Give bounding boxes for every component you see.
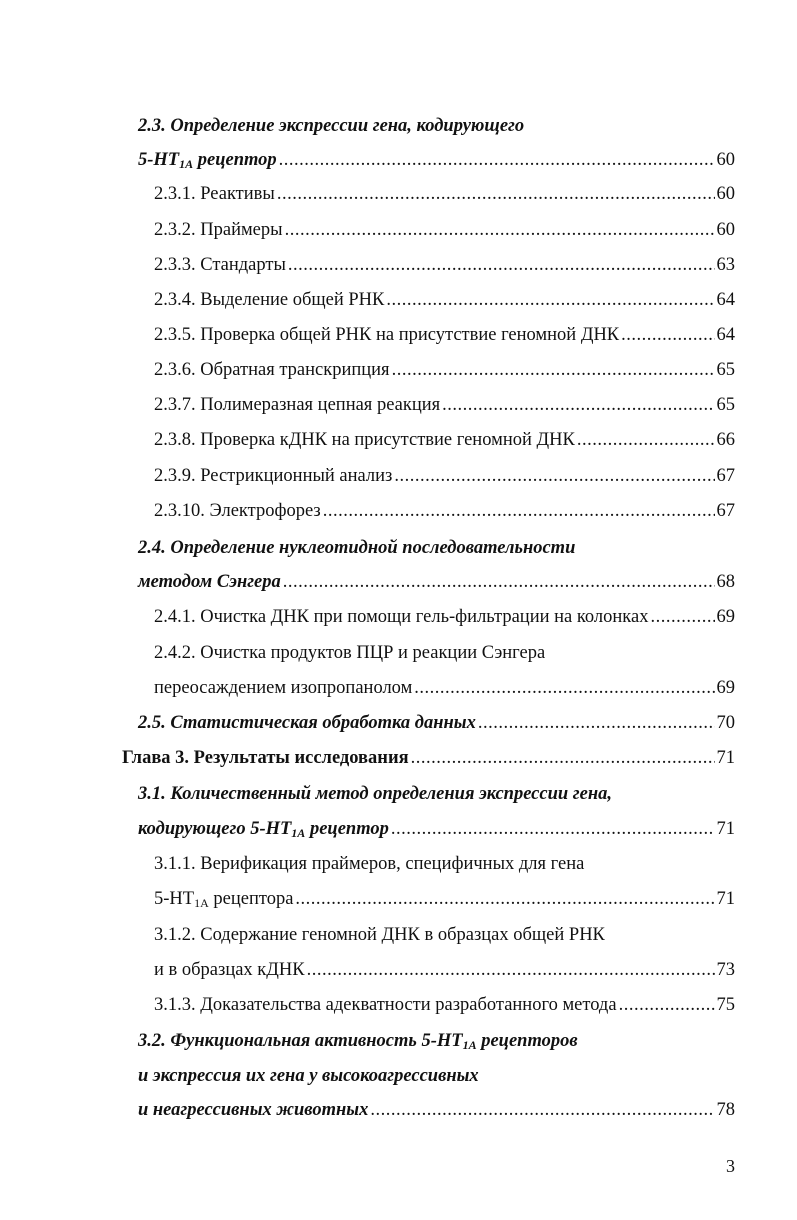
toc-leader-dots	[323, 499, 715, 523]
toc-leader-dots	[394, 464, 714, 488]
toc-entry-3-2-line2	[138, 1064, 735, 1088]
toc-title: 2.3.5. Проверка общей РНК на присутствие геномной ДНК	[154, 325, 620, 345]
toc-title: 2.3.4. Выделение общей РНК	[154, 290, 385, 310]
toc-title-part: рецептора	[208, 889, 294, 909]
toc-entry-2-4-2	[154, 676, 735, 700]
toc-leader-dots	[391, 817, 715, 841]
toc-page-number: 67	[716, 501, 735, 521]
toc-title: 2.3.6. Обратная транскрипция	[154, 360, 390, 380]
toc-title: 2.4.2. Очистка продуктов ПЦР и реакции Сэнгера	[154, 643, 546, 663]
toc-title-part: рецепторов	[476, 1031, 578, 1051]
toc-leader-dots	[283, 570, 715, 594]
toc-title: 2.3. Определение экспрессии гена, кодирующего	[138, 116, 525, 136]
toc-page-number: 69	[716, 678, 735, 698]
toc-leader-dots	[478, 711, 715, 735]
toc-entry-3-1-1-line1	[154, 852, 735, 876]
toc-entry-3-1-2	[154, 958, 735, 982]
toc-page-number: 70	[716, 713, 735, 733]
toc-entry-2-4	[138, 570, 735, 594]
page-number: 3	[726, 1156, 735, 1176]
toc-entry-2-3-7	[154, 393, 735, 417]
toc-title: и экспрессия их гена у высокоагрессивных	[138, 1066, 479, 1086]
toc-page-number: 65	[716, 395, 735, 415]
toc-title: 2.3.2. Праймеры	[154, 220, 283, 240]
toc-leader-dots	[277, 182, 715, 206]
toc-leader-dots	[285, 218, 715, 242]
toc-title: 3.1.3. Доказательства адекватности разработанного метода	[154, 995, 617, 1015]
toc-title-part: 3.2. Функциональная активность 5-HT	[138, 1031, 463, 1051]
toc-entry-2-3-5	[154, 323, 735, 347]
toc-title: 2.3.7. Полимеразная цепная реакция	[154, 395, 441, 415]
toc-title: Глава 3. Результаты исследования	[122, 748, 409, 768]
toc-title: 3.1.1. Верификация праймеров, специфичных для гена	[154, 854, 585, 874]
toc-entry-3-1-1	[154, 887, 735, 911]
toc-title: 2.3.10. Электрофорез	[154, 501, 321, 521]
toc-subscript: 1A	[194, 896, 209, 910]
toc-leader-dots	[619, 993, 715, 1017]
toc-leader-dots	[442, 393, 714, 417]
toc-leader-dots	[650, 605, 714, 629]
toc-leader-dots	[577, 428, 715, 452]
toc-page-number: 60	[716, 184, 735, 204]
toc-entry-chapter-3	[122, 746, 735, 770]
toc-title: 2.4.1. Очистка ДНК при помощи гель-фильтрации на колонках	[154, 607, 649, 627]
toc-leader-dots	[411, 746, 715, 770]
toc-page-number: 64	[716, 325, 735, 345]
toc-subscript: 1A	[179, 157, 194, 171]
toc-entry-3-2	[138, 1098, 735, 1122]
toc-entry-3-1-2-line1	[154, 923, 735, 947]
toc-page-number: 73	[716, 960, 735, 980]
toc-entry-2-4-1	[154, 605, 735, 629]
toc-page-number: 66	[716, 430, 735, 450]
toc-title	[138, 1029, 578, 1053]
toc-page-number: 64	[716, 290, 735, 310]
toc-entry-2-3	[138, 148, 735, 172]
toc-page-number: 78	[716, 1100, 735, 1120]
toc-title: 2.4. Определение нуклеотидной последовательности	[138, 538, 576, 558]
toc-page-number: 75	[716, 995, 735, 1015]
toc-title-part: кодирующего 5-HT	[138, 819, 292, 839]
toc-entry-3-1	[138, 817, 735, 841]
toc-entry-2-3-8	[154, 428, 735, 452]
toc-leader-dots	[386, 288, 714, 312]
toc-entry-3-1-3	[154, 993, 735, 1017]
toc-title-part: рецептор	[193, 150, 277, 170]
toc-entry-2-3-4	[154, 288, 735, 312]
toc-title	[138, 817, 389, 841]
toc-title: и неагрессивных животных	[138, 1100, 369, 1120]
toc-entry-2-3-10	[154, 499, 735, 523]
toc-entry-2-3-2	[154, 218, 735, 242]
toc-title-part: 5-HT	[154, 889, 195, 909]
toc-title-part: рецептор	[305, 819, 389, 839]
toc-entry-2-3-6	[154, 358, 735, 382]
toc-title: 2.5. Статистическая обработка данных	[138, 713, 476, 733]
toc-title: переосаждением изопропанолом	[154, 678, 413, 698]
toc-page-number: 68	[716, 572, 735, 592]
toc-entry-2-3-1	[154, 182, 735, 206]
toc-leader-dots	[279, 148, 715, 172]
toc-title: методом Сэнгера	[138, 572, 281, 592]
toc-leader-dots	[288, 253, 715, 277]
toc-leader-dots	[621, 323, 714, 347]
toc-leader-dots	[370, 1098, 714, 1122]
toc-page-number: 69	[716, 607, 735, 627]
toc-title: и в образцах кДНК	[154, 960, 305, 980]
toc-entry-2-5	[138, 711, 735, 735]
toc-title: 2.3.1. Реактивы	[154, 184, 275, 204]
toc-leader-dots	[414, 676, 714, 700]
toc-page-number: 60	[716, 220, 735, 240]
toc-entry-2-3-line1	[138, 114, 735, 138]
toc-leader-dots	[295, 887, 714, 911]
toc-page-number: 65	[716, 360, 735, 380]
toc-title-part: 5-HT	[138, 150, 180, 170]
toc-page-number: 67	[716, 466, 735, 486]
toc-title: 3.1. Количественный метод определения экспрессии гена,	[138, 784, 612, 804]
toc-title	[154, 887, 293, 911]
toc-page-number: 63	[716, 255, 735, 275]
toc-title: 2.3.9. Рестрикционный анализ	[154, 466, 393, 486]
toc-entry-3-2-line1	[138, 1029, 735, 1053]
toc-entry-2-3-3	[154, 253, 735, 277]
toc-page-number: 71	[716, 889, 735, 909]
toc-title: 2.3.3. Стандарты	[154, 255, 286, 275]
toc-subscript: 1A	[291, 826, 306, 840]
toc-entry-2-4-2-line1	[154, 641, 735, 665]
toc-title	[138, 148, 277, 172]
toc-leader-dots	[307, 958, 715, 982]
toc-entry-3-1-line1	[138, 782, 735, 806]
toc-leader-dots	[392, 358, 715, 382]
toc-page-number: 71	[716, 748, 735, 768]
toc-subscript: 1A	[462, 1038, 477, 1052]
toc-title: 2.3.8. Проверка кДНК на присутствие геномной ДНК	[154, 430, 575, 450]
toc-entry-2-3-9	[154, 464, 735, 488]
toc-entry-2-4-line1	[138, 536, 735, 560]
toc-title: 3.1.2. Содержание геномной ДНК в образцах общей РНК	[154, 925, 605, 945]
toc-page-number: 71	[716, 819, 735, 839]
toc-page-number: 60	[716, 150, 735, 170]
